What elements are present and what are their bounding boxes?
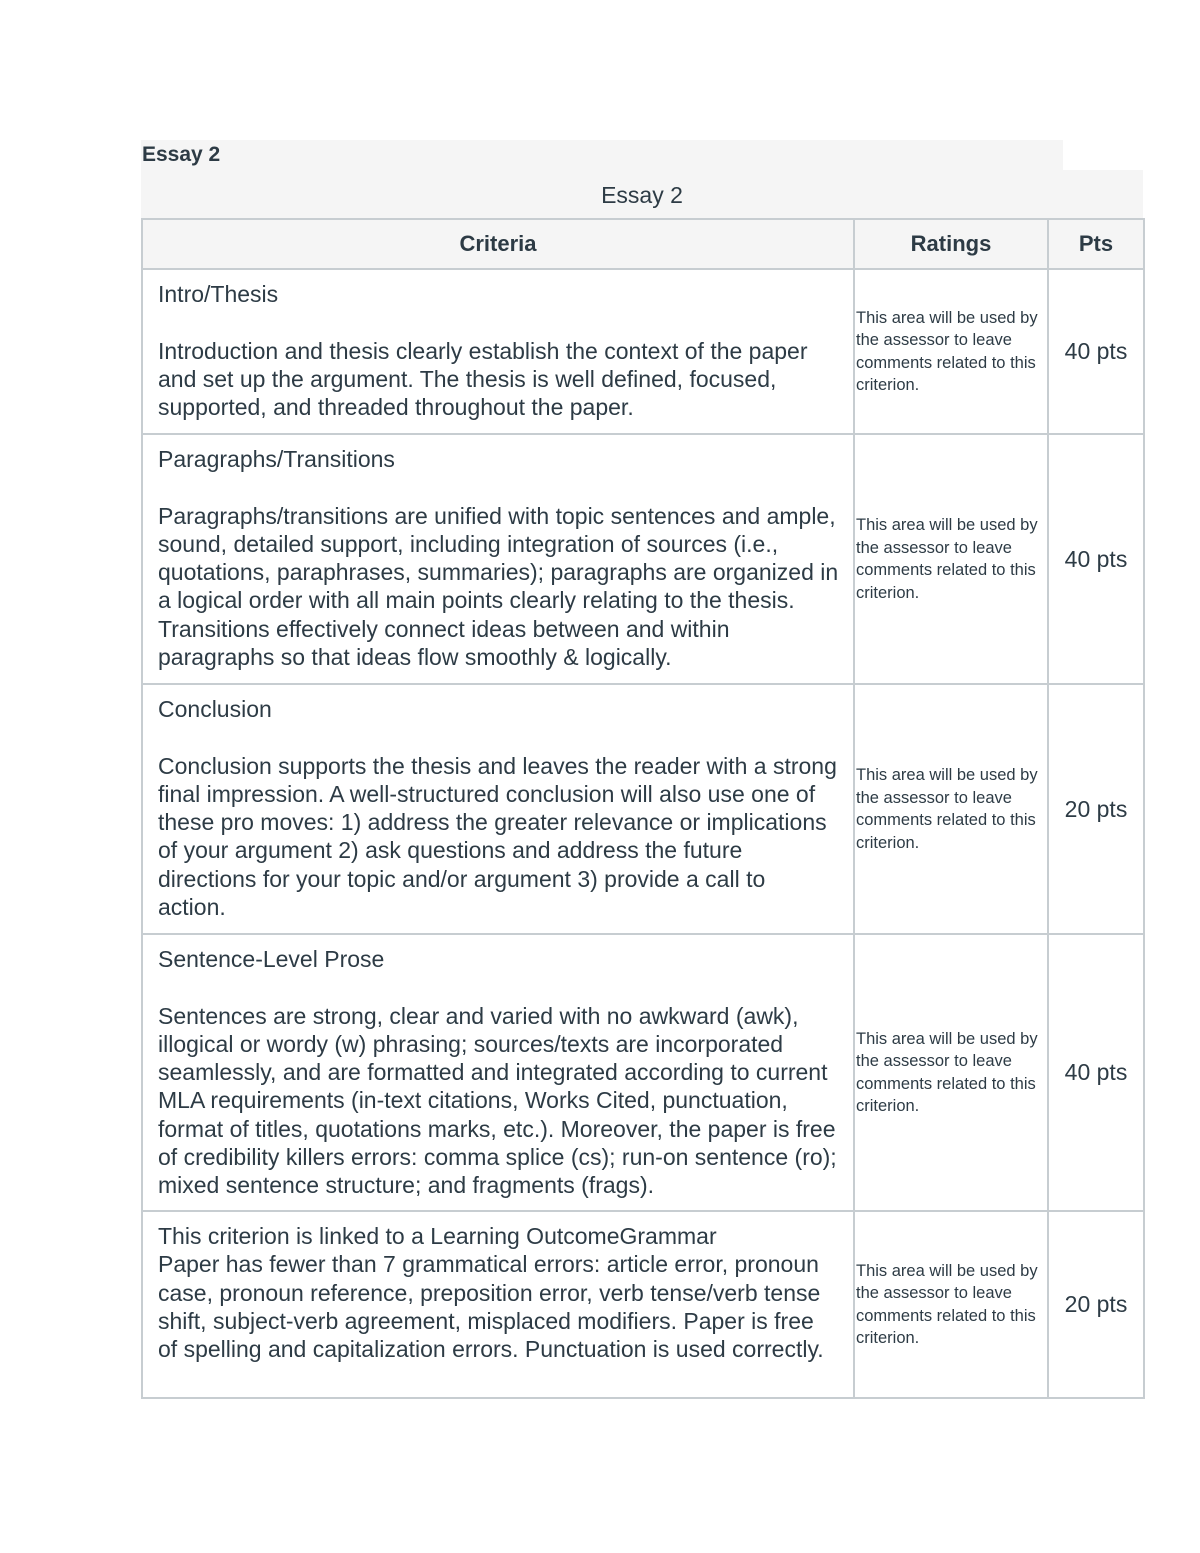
criterion-points: 20 pts: [1048, 1211, 1144, 1398]
pts-header: Pts: [1048, 219, 1144, 269]
rating-comment: This area will be used by the assessor to leave comments related to this criterion.: [854, 269, 1048, 434]
document-title: Essay 2: [142, 143, 221, 166]
criterion-cell: [142, 434, 854, 684]
rating-comment: This area will be used by the assessor to leave comments related to this criterion.: [854, 1211, 1048, 1398]
criterion-row-grammar: [142, 1211, 1144, 1398]
criterion-name: Paragraphs/Transitions: [158, 446, 395, 472]
criterion-points: 40 pts: [1048, 934, 1144, 1211]
criterion-name: This criterion is linked to a Learning OutcomeGrammar: [158, 1223, 717, 1249]
ratings-header: Ratings: [854, 219, 1048, 269]
criterion-cell: [142, 269, 854, 434]
criterion-name: Intro/Thesis: [158, 281, 279, 307]
rating-comment: This area will be used by the assessor to leave comments related to this criterion.: [854, 934, 1048, 1211]
criterion-name: Sentence-Level Prose: [158, 946, 385, 972]
criterion-cell: [142, 934, 854, 1211]
criterion-points: 40 pts: [1048, 434, 1144, 684]
rubric-caption: Essay 2: [141, 170, 1143, 218]
title-bar: [141, 140, 1063, 170]
criterion-description: Paragraphs/transitions are unified with topic sentences and ample, sound, detailed support, including integration of sources (i.e., quotations, paraphrases, summaries); paragraphs are organized in a logical order with all main points clearly relating to the thesis. Transitions effectively connect ideas between and within paragraphs so that ideas flow smoothly & logically.: [158, 502, 839, 671]
criterion-description: Paper has fewer than 7 grammatical errors: article error, pronoun case, pronoun reference, preposition error, verb tense/verb tense shift, subject-verb agreement, misplaced modifiers. Paper is free of spelling and capitalization errors. Punctuation is used correctly.: [158, 1251, 824, 1363]
criterion-cell: [142, 1211, 854, 1398]
rating-comment: This area will be used by the assessor to leave comments related to this criterion.: [854, 434, 1048, 684]
criterion-row-paragraphs-transitions: [142, 434, 1144, 684]
criterion-row-conclusion: [142, 684, 1144, 934]
criterion-description: Introduction and thesis clearly establish the context of the paper and set up the argument. The thesis is well defined, focused, supported, and threaded throughout the paper.: [158, 337, 808, 421]
criterion-description: Conclusion supports the thesis and leaves the reader with a strong final impression. A well-structured conclusion will also use one of these pro moves: 1) address the greater relevance or implications of your argument 2) ask questions and address the future directions for your topic and/or argument 3) provide a call to action.: [158, 752, 837, 921]
criterion-row-sentence-level-prose: [142, 934, 1144, 1211]
rubric-table: [141, 218, 1145, 1399]
criterion-description: Sentences are strong, clear and varied with no awkward (awk), illogical or wordy (w) phrasing; sources/texts are incorporated seamlessly, and are formatted and integrated according to current MLA requirements (in-text citations, Works Cited, punctuation, format of titles, quotations marks, etc.). Moreover, the paper is free of credibility killers errors: comma splice (cs); run-on sentence (ro); mixed sentence structure; and fragments (frags).: [158, 1002, 837, 1199]
criterion-cell: [142, 684, 854, 934]
rating-comment: This area will be used by the assessor to leave comments related to this criterion.: [854, 684, 1048, 934]
rubric: [141, 170, 1143, 1399]
criteria-header: Criteria: [142, 219, 854, 269]
criterion-row-intro-thesis: [142, 269, 1144, 434]
criterion-name: Conclusion: [158, 696, 272, 722]
criterion-points: 40 pts: [1048, 269, 1144, 434]
criterion-points: 20 pts: [1048, 684, 1144, 934]
header-row: [142, 219, 1144, 269]
